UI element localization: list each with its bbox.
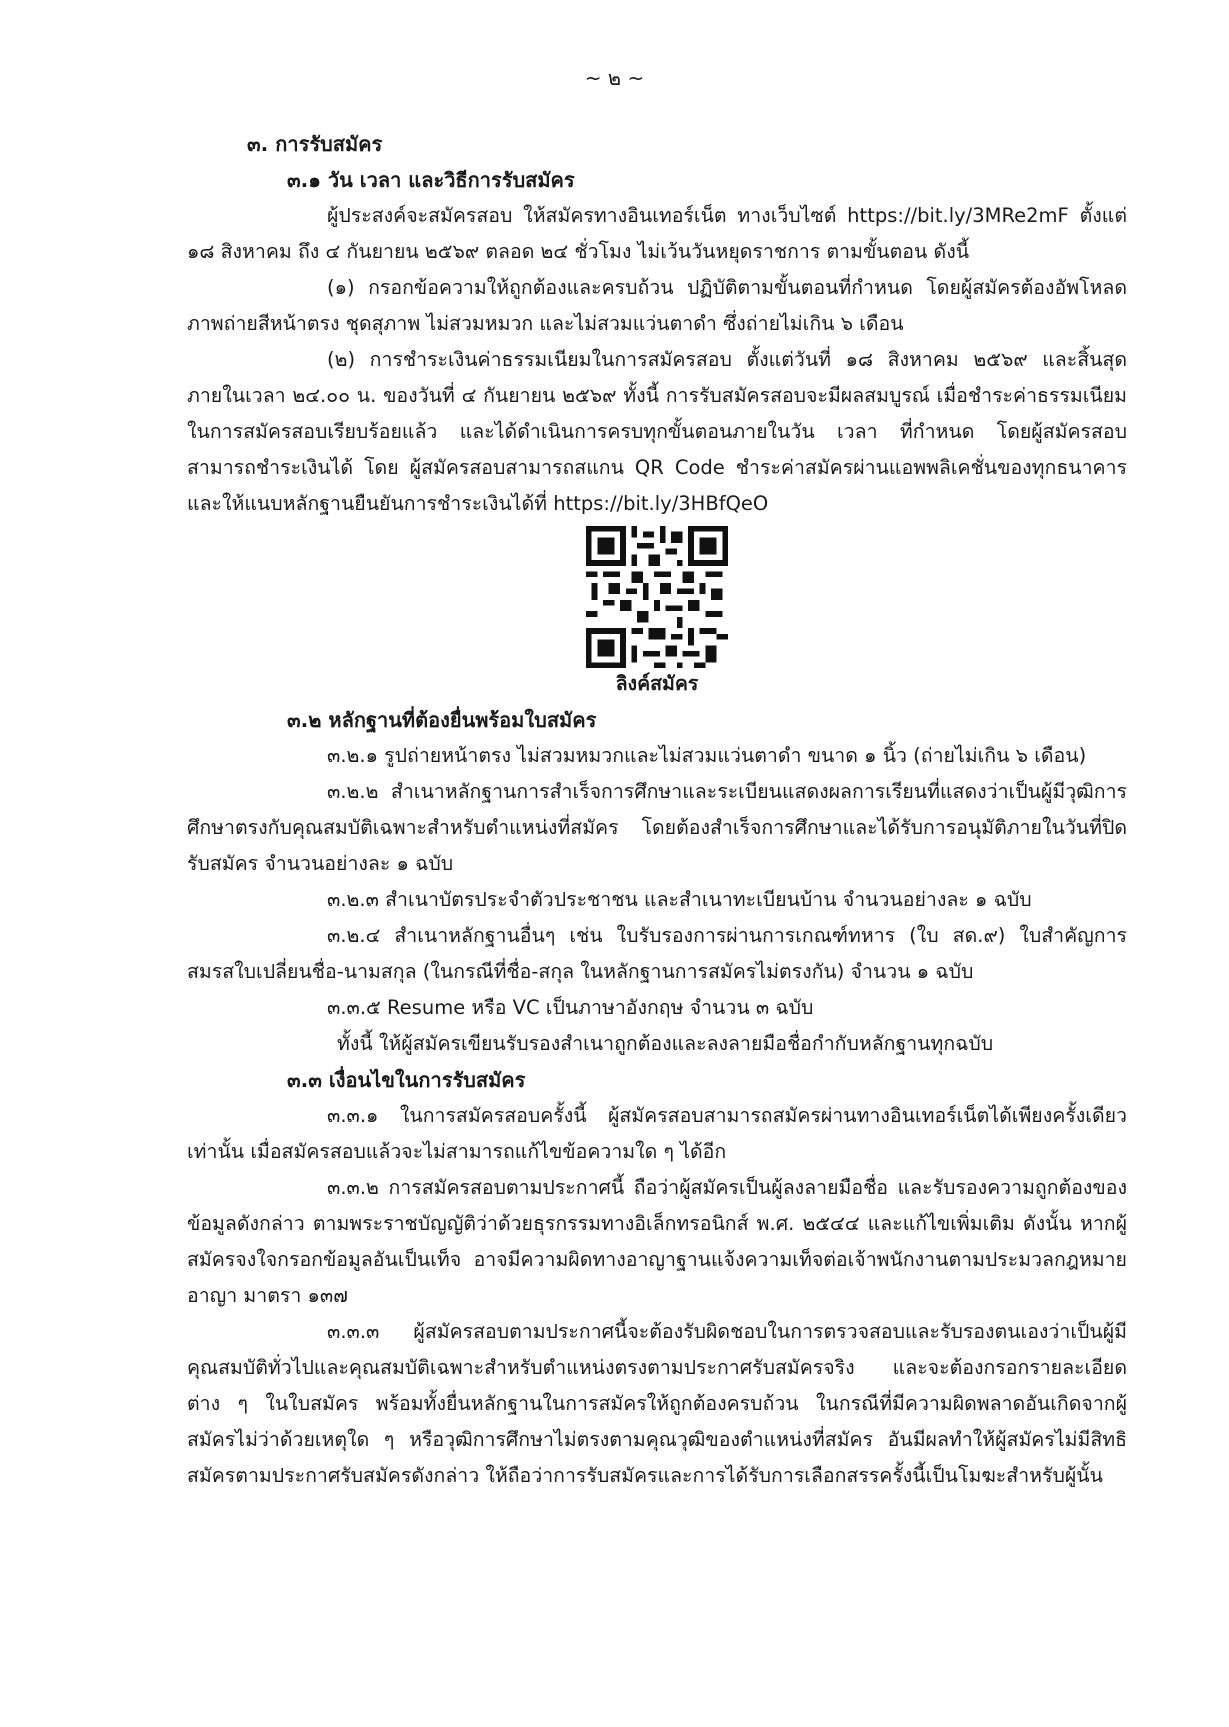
document-body (187, 126, 1127, 1494)
section-3-3-heading: ๓.๓ เงื่อนไขในการรับสมัคร (287, 1068, 526, 1092)
section-3-2-item-1: ๓.๒.๑ รูปถ่ายหน้าตรง ไม่สวมหมวกและไม่สวมแว่นตาดำ ขนาด ๑ นิ้ว (ถ่ายไม่เกิน ๖ เดือน) (327, 744, 1087, 767)
section-3-1-step-2: (๒) การชำระเงินค่าธรรมเนียมในการสมัครสอบ ตั้งแต่วันที่ ๑๘ สิงหาคม ๒๕๖๙ และสิ้นสุดภายในเวลา ๒๔.๐๐ น. ของวันที่ ๔ กันยายน ๒๕๖๙ ทั้งนี้ การรับสมัครสอบจะมีผลสมบูรณ์ เมื่อชำระค่าธรรมเนียมในการสมัครสอบเรียบร้อยแล้ว และได้ดำเนินการครบทุกขั้นตอนภายในวัน เวลา ที่กำหนด โดยผู้สมัครสอบสามารถชำระเงินได้ โดย ผู้สมัครสอบสามารถสแกน QR Code ชำระค่าสมัครผ่านแอพพลิเคชั่นของทุกธนาคาร และให้แนบหลักฐานยืนยันการชำระเงินได้ที่ https://bit.ly/3HBfQeO (187, 348, 1127, 515)
section-3-2-note: ทั้งนี้ ให้ผู้สมัครเขียนรับรองสำเนาถูกต้องและลงลายมือชื่อกำกับหลักฐานทุกฉบับ (337, 1032, 994, 1055)
section-3-heading: ๓. การรับสมัคร (247, 132, 383, 156)
section-3-3-item-1: ๓.๓.๑ ในการสมัครสอบครั้งนี้ ผู้สมัครสอบสามารถสมัครผ่านทางอินเทอร์เน็ตได้เพียงครั้งเดียวเท่านั้น เมื่อสมัครสอบแล้วจะไม่สามารถแก้ไขข้อความใด ๆ ได้อีก (187, 1104, 1127, 1163)
page-number: ~ ๒ ~ (584, 66, 645, 90)
section-3-3-item-3: ๓.๓.๓ ผู้สมัครสอบตามประกาศนี้จะต้องรับผิดชอบในการตรวจสอบและรับรองตนเองว่าเป็นผู้มีคุณสมบัติทั่วไปและคุณสมบัติเฉพาะสำหรับตำแหน่งตรงตามประกาศรับสมัครจริง และจะต้องกรอกรายละเอียดต่าง ๆ ในใบสมัคร พร้อมทั้งยื่นหลักฐานในการสมัครให้ถูกต้องครบถ้วน ในกรณีที่มีความผิดพลาดอันเกิดจากผู้สมัครไม่ว่าด้วยเหตุใด ๆ หรือวุฒิการศึกษาไม่ตรงตามคุณวุฒิของตำแหน่งที่สมัคร อันมีผลทำให้ผู้สมัครไม่มีสิทธิสมัครตามประกาศรับสมัครดังกล่าว ให้ถือว่าการรับสมัครและการได้รับการเลือกสรรครั้งนี้เป็นโมฆะสำหรับผู้นั้น (187, 1320, 1127, 1487)
section-3-2-item-5: ๓.๓.๕ Resume หรือ VC เป็นภาษาอังกฤษ จำนวน ๓ ฉบับ (327, 996, 814, 1019)
section-3-1-paragraph: ผู้ประสงค์จะสมัครสอบ ให้สมัครทางอินเทอร์เน็ต ทางเว็บไซต์ https://bit.ly/3MRe2mF ตั้งแต่ ๑๘ สิงหาคม ถึง ๔ กันยายน ๒๕๖๙ ตลอด ๒๔ ชั่วโมง ไม่เว้นวันหยุดราชการ ตามขั้นตอน ดังนี้ (187, 204, 1127, 263)
qr-code-image[interactable] (586, 526, 728, 668)
section-3-2-item-4: ๓.๒.๔ สำเนาหลักฐานอื่นๆ เช่น ใบรับรองการผ่านการเกณฑ์ทหาร (ใบ สด.๙) ใบสำคัญการสมรสใบเปลี่ยนชื่อ-นามสกุล (ในกรณีที่ชื่อ-สกุล ในหลักฐานการสมัครไม่ตรงกัน) จำนวน ๑ ฉบับ (187, 924, 1127, 983)
section-3-2-item-2: ๓.๒.๒ สำเนาหลักฐานการสำเร็จการศึกษาและระเบียนแสดงผลการเรียนที่แสดงว่าเป็นผู้มีวุฒิการศึกษาตรงกับคุณสมบัติเฉพาะสำหรับตำแหน่งที่สมัคร โดยต้องสำเร็จการศึกษาและได้รับการอนุมัติภายในวันที่ปิดรับสมัคร จำนวนอย่างละ ๑ ฉบับ (187, 780, 1127, 875)
qr-code-block (187, 526, 1127, 702)
qr-caption: ลิงค์สมัคร (615, 672, 699, 695)
section-3-2-item-3: ๓.๒.๓ สำเนาบัตรประจำตัวประชาชน และสำเนาทะเบียนบ้าน จำนวนอย่างละ ๑ ฉบับ (327, 888, 1032, 911)
section-3-3-item-2: ๓.๓.๒ การสมัครสอบตามประกาศนี้ ถือว่าผู้สมัครเป็นผู้ลงลายมือชื่อ และรับรองความถูกต้องของข้อมูลดังกล่าว ตามพระราชบัญญัติว่าด้วยธุรกรรมทางอิเล็กทรอนิกส์ พ.ศ. ๒๕๔๔ และแก้ไขเพิ่มเติม ดังนั้น หากผู้สมัครจงใจกรอกข้อมูลอันเป็นเท็จ อาจมีความผิดทางอาญาฐานแจ้งความเท็จต่อเจ้าพนักงานตามประมวลกฎหมายอาญา มาตรา ๑๓๗ (187, 1176, 1127, 1307)
section-3-1-step-1: (๑) กรอกข้อความให้ถูกต้องและครบถ้วน ปฏิบัติตามขั้นตอนที่กำหนด โดยผู้สมัครต้องอัพโหลดภาพถ่ายสีหน้าตรง ชุดสุภาพ ไม่สวมหมวก และไม่สวมแว่นตาดำ ซึ่งถ่ายไม่เกิน ๖ เดือน (187, 276, 1127, 335)
section-3-2-heading: ๓.๒ หลักฐานที่ต้องยื่นพร้อมใบสมัคร (287, 708, 597, 732)
section-3-1-heading: ๓.๑ วัน เวลา และวิธีการรับสมัคร (287, 168, 575, 192)
